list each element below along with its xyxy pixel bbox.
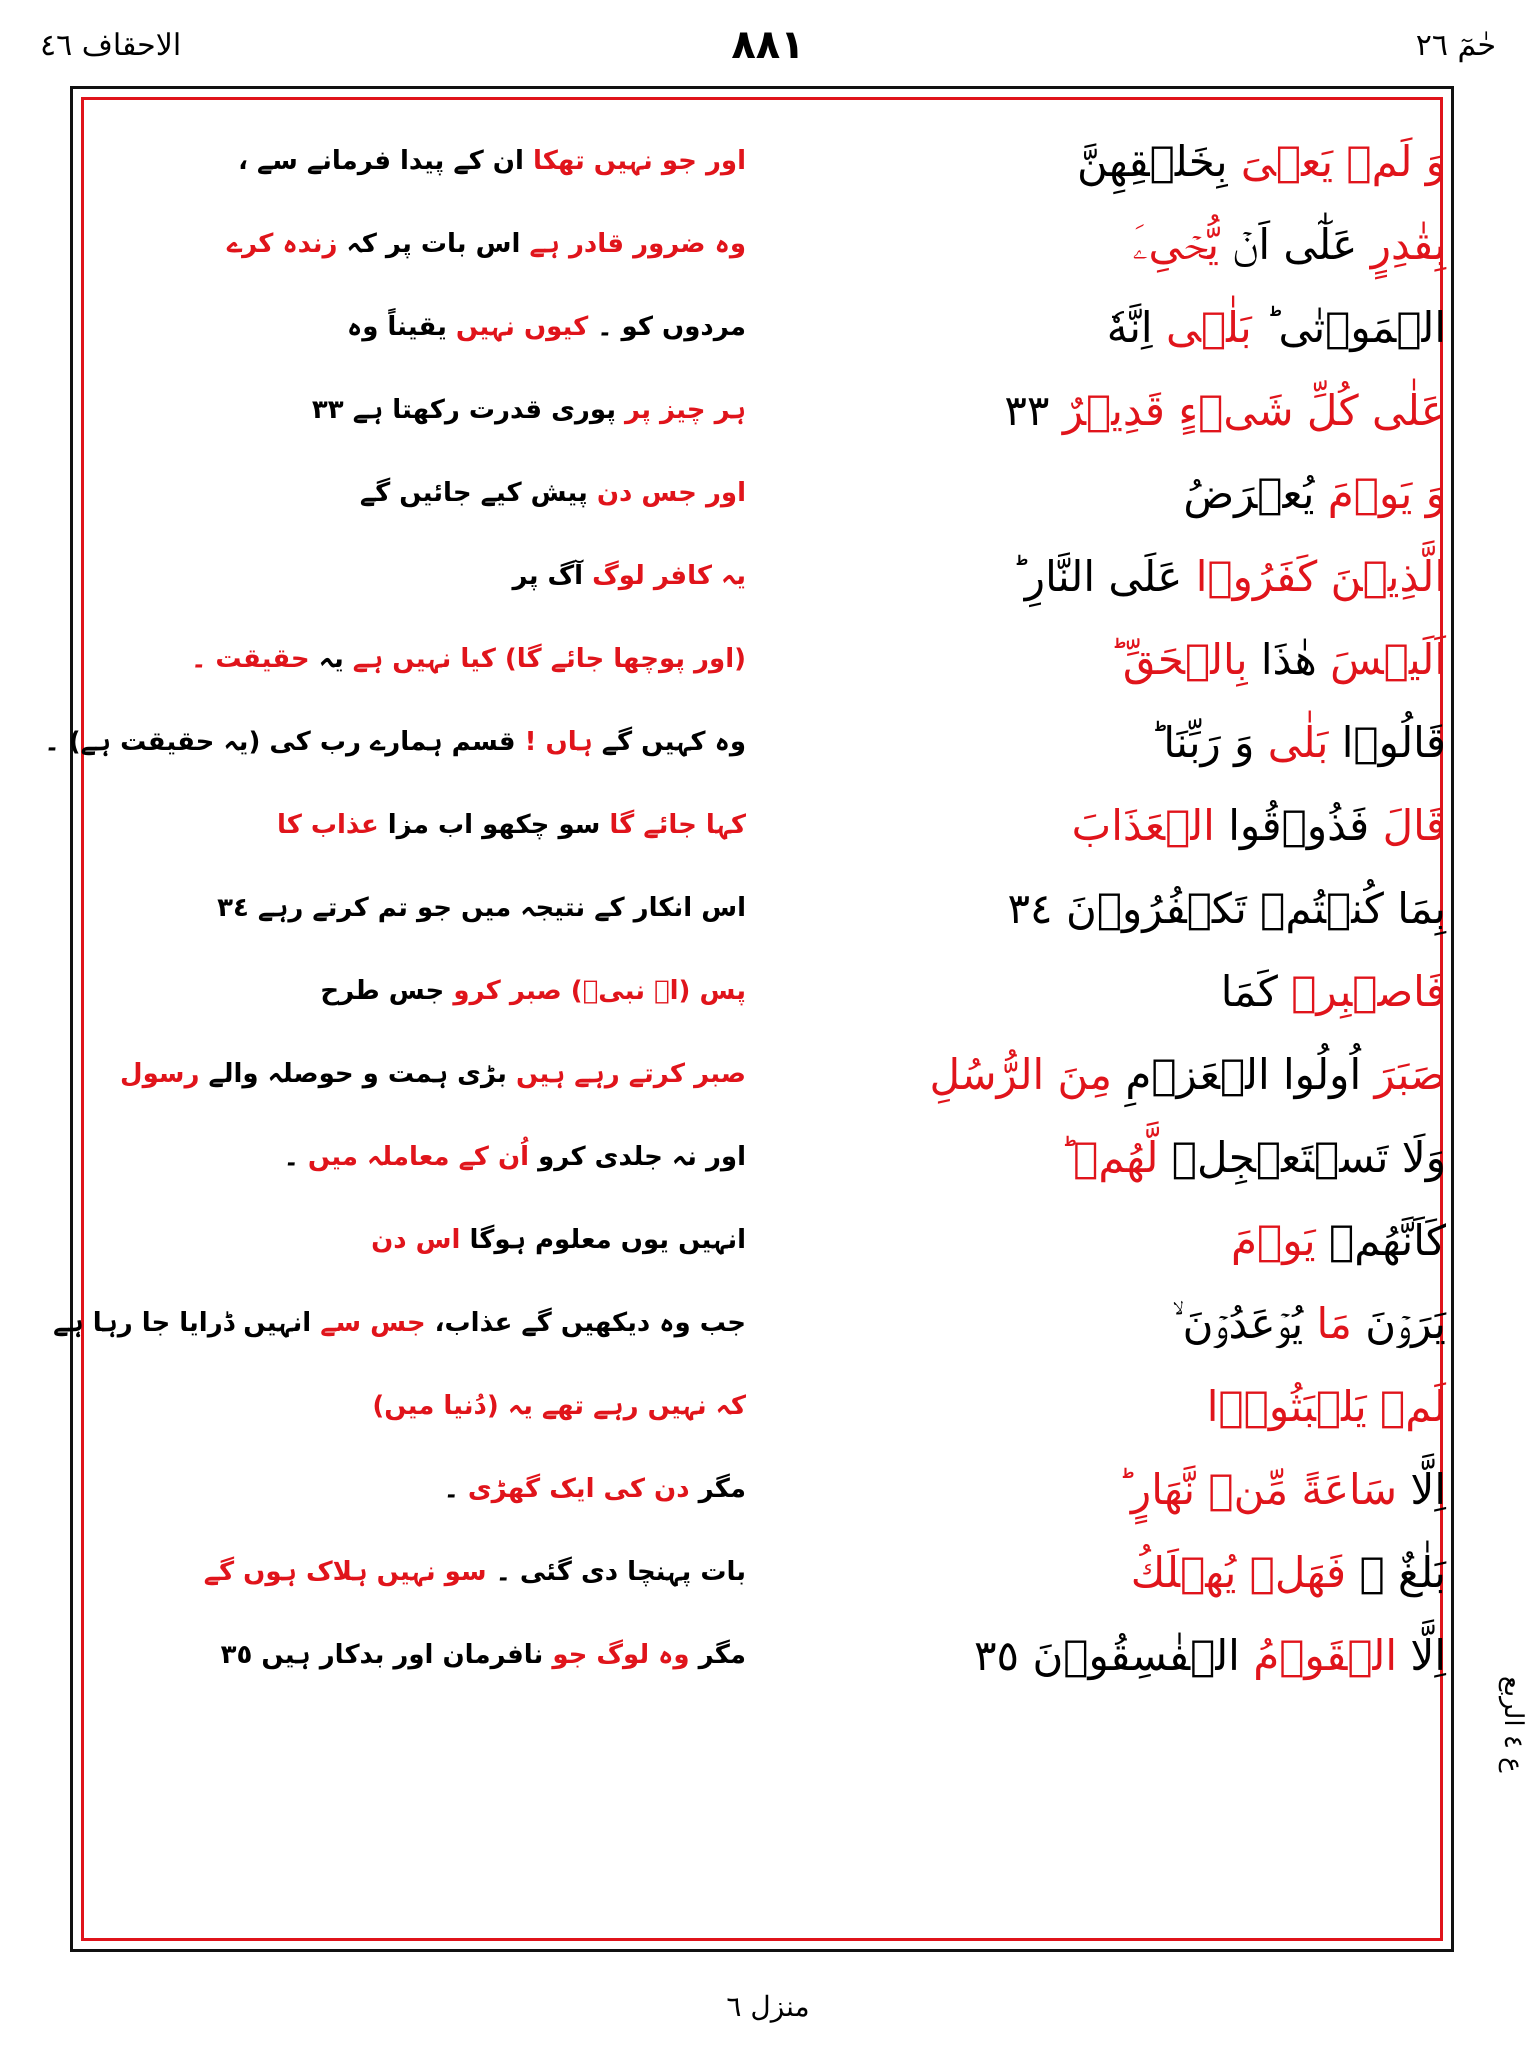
arabic-verse-text	[886, 784, 1446, 867]
urdu-segment: زندہ کرے	[226, 229, 338, 259]
urdu-translation-text	[146, 1448, 746, 1531]
verse-row	[100, 867, 1446, 950]
surah-label: الاحقاف ٤٦	[40, 28, 182, 63]
arabic-segment: ٣٣	[1004, 386, 1050, 435]
arabic-segment: بَلٰی	[1254, 718, 1329, 767]
verse-row	[53, 1282, 1446, 1365]
urdu-segment: جب وہ دیکھیں گے عذاب،	[425, 1308, 746, 1338]
urdu-segment: جس سے	[311, 1308, 426, 1338]
urdu-segment: قسم ہمارے رب کی (یہ حقیقت ہے) ۔	[44, 727, 516, 757]
urdu-segment: ان کے پیدا فرمانے سے ،	[238, 146, 524, 176]
urdu-translation-text	[146, 1199, 746, 1282]
urdu-segment: انہیں یوں معلوم ہوگا	[460, 1225, 746, 1255]
verse-row	[100, 1033, 1446, 1116]
urdu-translation-text	[146, 1614, 746, 1697]
arabic-segment: عَلٰٓی اَنۡ	[1219, 220, 1358, 269]
arabic-segment: كَمَا	[1220, 967, 1278, 1016]
arabic-verse-text	[886, 1282, 1446, 1365]
arabic-segment: قَالُوۡا	[1328, 718, 1446, 767]
urdu-segment: صبر کرتے رہے ہیں	[506, 1059, 746, 1089]
arabic-verse-text	[886, 1448, 1446, 1531]
urdu-translation-text	[146, 286, 746, 369]
ruku-margin-note: ع ٤ الربع	[1498, 1676, 1528, 1773]
arabic-verse-text	[886, 1199, 1446, 1282]
urdu-segment: بڑی ہمت و حوصلہ والے	[199, 1059, 507, 1089]
urdu-segment: اس دن	[371, 1225, 461, 1255]
arabic-verse-text	[886, 867, 1446, 950]
arabic-verse-text	[886, 618, 1446, 701]
urdu-translation-text	[44, 701, 746, 784]
arabic-verse-text	[886, 1614, 1446, 1697]
arabic-verse-text	[886, 203, 1446, 286]
verse-row	[100, 1116, 1446, 1199]
urdu-segment: وہ کہیں گے	[592, 727, 746, 757]
urdu-segment: وہ لوگ جو	[543, 1640, 690, 1670]
arabic-segment: عَلَی النَّارِ ؕ	[1011, 552, 1183, 601]
verse-row	[100, 203, 1446, 286]
urdu-segment: اور نہ جلدی کرو	[529, 1142, 746, 1172]
arabic-verse-text	[886, 1365, 1446, 1448]
arabic-verse-text	[886, 1531, 1446, 1614]
arabic-segment: وَلَا تَسۡتَعۡجِلۡ	[1158, 1133, 1446, 1182]
arabic-segment: قَالَ	[1369, 801, 1446, 850]
urdu-segment: ہاں !	[515, 727, 593, 757]
urdu-segment: دن کی ایک گھڑی	[458, 1474, 690, 1504]
urdu-segment: کیوں نہیں	[446, 312, 589, 342]
arabic-segment: الَّذِیۡنَ كَفَرُوۡا	[1182, 552, 1446, 601]
urdu-segment: ۔	[283, 1142, 299, 1172]
arabic-segment: بَلٰۤی	[1152, 303, 1252, 352]
urdu-translation-text	[146, 203, 746, 286]
urdu-segment: اور جو نہیں تھکا	[523, 146, 746, 176]
arabic-segment: هٰذَا	[1247, 635, 1317, 684]
urdu-segment: اس انکار کے نتیجہ میں جو تم کرتے رہے ٣٤	[217, 893, 746, 923]
verse-row	[44, 701, 1446, 784]
urdu-translation-text	[146, 535, 746, 618]
arabic-segment: بِقٰدِرٍ	[1357, 220, 1446, 269]
arabic-segment: الۡمَوۡتٰی ؕ	[1251, 303, 1446, 352]
urdu-segment: یہ کافر لوگ	[583, 561, 746, 591]
urdu-translation-text	[146, 369, 746, 452]
arabic-segment: وَ لَمۡ يَعۡیَ	[1227, 137, 1446, 186]
urdu-segment: مگر	[689, 1474, 746, 1504]
arabic-segment: اِنَّهٗ	[1106, 303, 1153, 352]
urdu-segment: وہ ضرور قادر ہے	[520, 229, 746, 259]
urdu-translation-text	[146, 618, 746, 701]
arabic-verse-text	[886, 369, 1446, 452]
arabic-segment: وَ يَوۡمَ	[1314, 469, 1446, 518]
urdu-segment: پیش کیے جائیں گے	[359, 478, 588, 508]
urdu-segment: کہ نہیں رہے تھے یہ (دُنیا میں)	[372, 1391, 746, 1421]
verse-row	[100, 1199, 1446, 1282]
verse-row	[100, 950, 1446, 1033]
arabic-verse-text	[886, 1116, 1446, 1199]
urdu-segment: پس (اے نبیؐ) صبر کرو	[444, 976, 746, 1006]
urdu-translation-text	[146, 867, 746, 950]
urdu-segment: حقیقت ۔	[191, 644, 310, 674]
urdu-segment: پوری قدرت رکھتا ہے ٣٣	[311, 395, 616, 425]
urdu-translation-text	[53, 1282, 746, 1365]
arabic-verse-text	[886, 120, 1446, 203]
urdu-segment: اور جس دن	[587, 478, 746, 508]
juz-label: حٰمٓ ٢٦	[1415, 28, 1496, 63]
urdu-translation-text	[146, 1116, 746, 1199]
urdu-segment: سو چکھو اب مزا	[378, 810, 601, 840]
arabic-segment: لَّهُمۡ ؕ	[1059, 1133, 1159, 1182]
urdu-segment: ہر چیز پر	[615, 395, 746, 425]
arabic-segment: الۡفٰسِقُوۡنَ ٣٥	[973, 1631, 1240, 1680]
arabic-segment: الۡقَوۡمُ	[1239, 1631, 1398, 1680]
urdu-translation-text	[146, 452, 746, 535]
arabic-segment: يَرَوۡنَ	[1351, 1299, 1446, 1348]
verse-row	[100, 452, 1446, 535]
manzil-label: منزل ٦	[726, 1990, 810, 2023]
arabic-segment: بِمَا كُنۡتُمۡ تَكۡفُرُوۡنَ ٣٤	[1007, 884, 1446, 933]
verse-translation-rows	[44, 120, 1446, 1697]
arabic-segment: يُعۡرَضُ	[1183, 469, 1315, 518]
arabic-segment: بِالۡحَقِّ	[1109, 635, 1248, 684]
arabic-segment: فَهَلۡ يُهۡلَكُ	[1130, 1548, 1347, 1597]
arabic-segment: وَ رَبِّنَا ؕ	[1150, 718, 1255, 767]
urdu-segment: یقیناً وہ	[346, 312, 447, 342]
urdu-segment: اس بات پر کہ	[337, 229, 521, 259]
arabic-segment: بِخَلۡقِهِنَّ	[1077, 137, 1228, 186]
urdu-segment: اُن کے معاملہ میں	[298, 1142, 530, 1172]
arabic-segment: سَاعَةً	[1288, 1465, 1398, 1514]
arabic-segment: لَمۡ يَلۡبَثُوۡۤا	[1206, 1382, 1446, 1431]
urdu-segment: مگر	[689, 1640, 746, 1670]
page-header	[40, 22, 1496, 82]
urdu-translation-text	[120, 1033, 746, 1116]
urdu-segment: جس طرح	[320, 976, 445, 1006]
verse-row	[100, 535, 1446, 618]
arabic-verse-text	[886, 701, 1446, 784]
verse-row	[100, 1448, 1446, 1531]
arabic-segment: يَوۡمَ	[1231, 1216, 1316, 1265]
arabic-segment: فَذُوۡقُوا	[1214, 801, 1370, 850]
verse-row	[100, 618, 1446, 701]
urdu-translation-text	[146, 950, 746, 1033]
verse-row	[100, 369, 1446, 452]
verse-row	[100, 1614, 1446, 1697]
page-number: ٨٨١	[731, 22, 805, 68]
arabic-segment: اُولُوا الۡعَزۡمِ	[1111, 1050, 1362, 1099]
urdu-translation-text	[146, 1531, 746, 1614]
urdu-segment: انہیں ڈرایا جا رہا ہے	[53, 1308, 312, 1338]
arabic-segment: كَاَنَّهُمۡ	[1315, 1216, 1446, 1265]
urdu-segment: آگ پر	[512, 561, 584, 591]
verse-row	[100, 120, 1446, 203]
arabic-segment: مَا	[1303, 1299, 1352, 1348]
urdu-segment: یہ	[309, 644, 344, 674]
arabic-verse-text	[886, 452, 1446, 535]
urdu-translation-text	[146, 784, 746, 867]
urdu-segment: (اور پوچھا جائے گا) کیا نہیں ہے	[343, 644, 746, 674]
urdu-translation-text	[146, 120, 746, 203]
arabic-segment: يُّحۡیِۦَ	[1132, 220, 1220, 269]
arabic-verse-text	[886, 535, 1446, 618]
urdu-segment: نافرمان اور بدکار ہیں ٣٥	[220, 1640, 544, 1670]
urdu-segment: کہا جائے گا	[600, 810, 746, 840]
arabic-segment: مِنَ الرُّسُلِ	[929, 1050, 1112, 1099]
urdu-translation-text	[146, 1365, 746, 1448]
verse-row	[100, 1531, 1446, 1614]
arabic-segment: يُوۡعَدُوۡنَ ۙ	[1172, 1299, 1304, 1348]
arabic-verse-text	[886, 286, 1446, 369]
urdu-segment: رسول	[120, 1059, 200, 1089]
arabic-segment: الۡعَذَابَ	[1071, 801, 1215, 850]
verse-row	[100, 1365, 1446, 1448]
urdu-segment: بات پہنچا دی گئی ۔	[486, 1557, 746, 1587]
urdu-segment: ۔	[443, 1474, 459, 1504]
arabic-segment: عَلٰی كُلِّ شَیۡءٍ قَدِیۡرٌ	[1049, 386, 1446, 435]
arabic-segment: اَلَیۡسَ	[1316, 635, 1446, 684]
arabic-segment: فَاصۡبِرۡ	[1277, 967, 1446, 1016]
urdu-segment: عذاب کا	[276, 810, 379, 840]
arabic-verse-text	[886, 950, 1446, 1033]
arabic-verse-text	[886, 1033, 1446, 1116]
arabic-segment: صَبَرَ	[1361, 1050, 1446, 1099]
verse-row	[100, 286, 1446, 369]
urdu-segment: مردوں کو ۔	[588, 312, 746, 342]
arabic-segment: اِلَّا	[1397, 1631, 1446, 1680]
urdu-segment: سو نہیں ہلاک ہوں گے	[203, 1557, 487, 1587]
arabic-segment: مِّنۡ نَّهَارٍ	[1117, 1465, 1289, 1514]
verse-row	[100, 784, 1446, 867]
arabic-segment: اِلَّا	[1397, 1465, 1446, 1514]
arabic-segment: بَلٰغٌ ۚ	[1346, 1548, 1446, 1597]
